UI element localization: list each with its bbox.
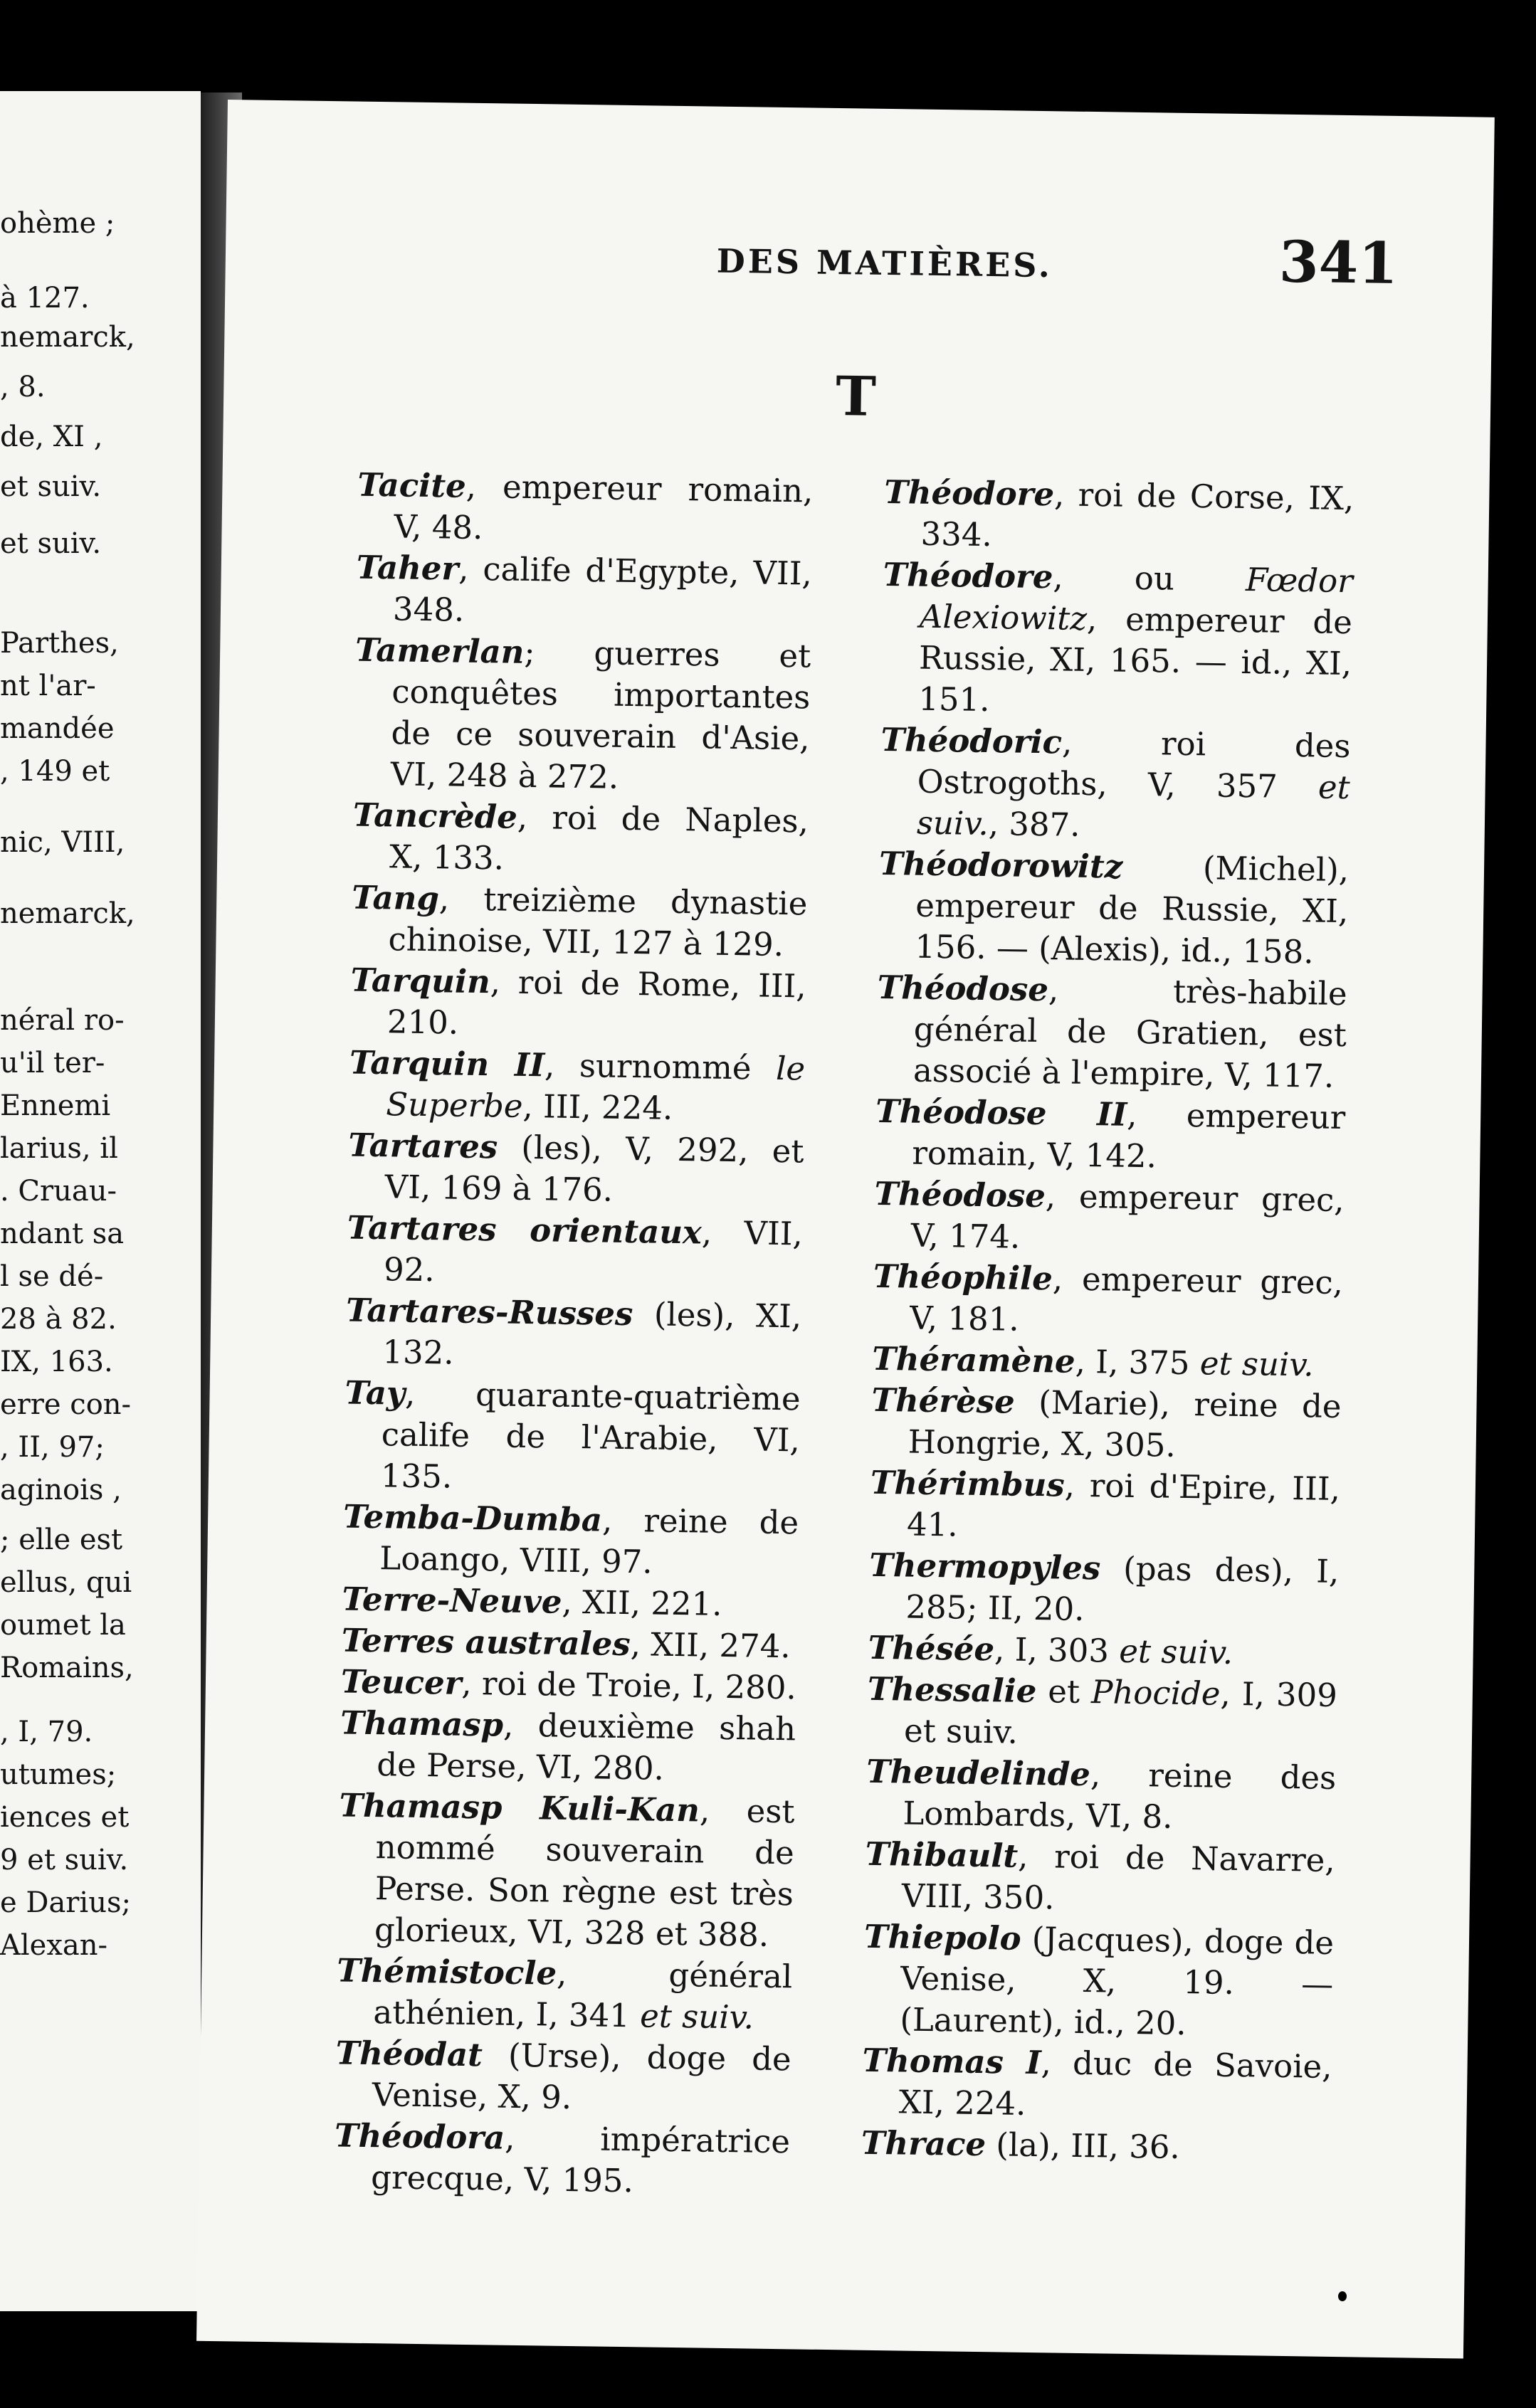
index-entry [344, 1372, 801, 1502]
index-term: Tay [344, 1373, 406, 1412]
left-page-text-fragment: larius, il [0, 1132, 118, 1165]
index-reference: , roi de Navarre, VIII, 350. [901, 1837, 1335, 1917]
left-page-text-fragment: Romains, [0, 1652, 134, 1684]
index-reference: , XII, 221. [562, 1583, 722, 1623]
index-reference-tail: , empereur de Russie, XI, 165. — id., XI, 151. [917, 599, 1353, 719]
index-entry [881, 554, 1353, 726]
left-page-text-fragment: Alexan- [0, 1929, 108, 1962]
left-page-text-fragment: ellus, qui [0, 1566, 132, 1599]
index-reference: , VII, 92. [383, 1213, 804, 1289]
index-column-left [334, 465, 814, 2204]
index-reference: , très-habile général de Gratien, est associé à l'empire, V, 117. [912, 971, 1347, 1095]
index-reference: , empereur grec, V, 174. [910, 1177, 1345, 1256]
index-reference: , empereur grec, V, 181. [909, 1260, 1344, 1338]
index-entry [880, 719, 1351, 850]
left-page-text-fragment: u'il ter- [0, 1047, 105, 1079]
index-term: Théodose [874, 1174, 1046, 1215]
index-entry [350, 960, 807, 1049]
index-entry [356, 547, 813, 636]
index-term: Theudelinde [866, 1752, 1091, 1794]
index-reference: , deuxième shah de Perse, VI, 280. [376, 1706, 796, 1787]
index-term: Théodose [877, 968, 1049, 1009]
index-reference: , reine des Lombards, VI, 8. [903, 1755, 1337, 1836]
left-page-text-fragment: nemarck, [0, 321, 135, 354]
index-entry [349, 1042, 806, 1131]
index-entry [861, 2123, 1332, 2170]
index-term: Teucer [340, 1662, 462, 1702]
index-entry [867, 1669, 1338, 1758]
index-reference: , ou [1053, 558, 1246, 599]
left-page-text-fragment: oumet la [0, 1609, 126, 1642]
left-page-text-fragment: , I, 79. [0, 1716, 93, 1748]
index-entry [337, 1785, 795, 1956]
index-term: Tancrède [352, 796, 518, 836]
index-term: Thermopyles [868, 1546, 1101, 1588]
left-page-text-fragment: , 8. [0, 371, 46, 403]
index-entry [861, 2040, 1332, 2129]
left-page-text-fragment: aginois , [0, 1474, 122, 1506]
left-page-text-fragment: e Darius; [0, 1886, 131, 1919]
index-entry [342, 1578, 798, 1626]
index-entry [866, 1751, 1337, 1840]
index-italic-note: Fœdor Alexiowitz [919, 561, 1354, 638]
index-term: Taher [356, 548, 459, 588]
index-reference: , impératrice grecque, V, 195. [370, 2118, 791, 2200]
index-entry [872, 1338, 1342, 1386]
index-term: Tarquin [350, 961, 491, 1001]
index-term: Théodose II [875, 1092, 1127, 1134]
index-reference: , empereur romain, V, 48. [394, 467, 814, 547]
index-entry [347, 1125, 804, 1214]
left-page-text-fragment: , 149 et [0, 755, 110, 788]
index-term: Terre-Neuve [342, 1580, 562, 1621]
index-reference: , calife d'Egypte, VII, 348. [392, 549, 813, 629]
index-reference: (Jacques), doge de Venise, X, 19. — (Laurent), id., 20. [900, 1919, 1335, 2043]
left-page-text-fragment: nt l'ar- [0, 670, 96, 702]
index-entry [873, 1173, 1345, 1262]
index-reference: , empereur romain, V, 142. [912, 1095, 1346, 1176]
index-entry [870, 1380, 1342, 1469]
left-page-text-fragment: et suiv. [0, 470, 102, 503]
index-column-right [861, 472, 1354, 2170]
index-entry [351, 877, 808, 966]
index-term: Théodore [884, 472, 1055, 514]
index-term: Tartares [348, 1126, 498, 1166]
index-term: Théodoric [880, 720, 1063, 761]
left-page-text-fragment: nemarck, [0, 897, 135, 930]
page-number: 341 [1278, 228, 1399, 297]
index-reference: (la), III, 36. [985, 2126, 1181, 2166]
index-reference: (pas des), I, 285; II, 20. [905, 1549, 1340, 1629]
left-page-text-fragment: erre con- [0, 1388, 132, 1421]
index-entry [336, 1950, 793, 2039]
index-reference: (Urse), doge de Venise, X, 9. [372, 2036, 791, 2117]
index-entry [353, 630, 811, 801]
index-reference: , duc de Savoie, XI, 224. [898, 2044, 1332, 2123]
index-term: Thémistocle [336, 1951, 557, 1992]
left-page-text-fragment: ohème ; [0, 207, 115, 240]
left-page-text-fragment: de, XI , [0, 421, 103, 453]
left-page-text-fragment: Ennemi [0, 1089, 111, 1122]
index-term: Thomas I [862, 2041, 1041, 2082]
index-entry [342, 1496, 799, 1585]
index-reference: , roi des Ostrogoths, V, 357 [917, 723, 1351, 806]
index-term: Théodore [883, 555, 1053, 596]
index-reference: , roi de Corse, IX, 334. [920, 475, 1354, 554]
index-reference-tail: , 387. [988, 805, 1080, 844]
index-reference: (les), V, 292, et VI, 169 à 176. [384, 1128, 804, 1209]
index-term: Théophile [873, 1257, 1053, 1298]
index-term: Thessalie [867, 1669, 1037, 1711]
running-head: DES MATIÈRES. [716, 241, 1053, 285]
index-entry [345, 1289, 802, 1378]
index-entry [873, 1256, 1344, 1345]
index-entry [868, 1627, 1338, 1675]
index-entry [341, 1620, 797, 1667]
left-page-text-fragment: utumes; [0, 1758, 117, 1791]
index-entry [876, 967, 1347, 1097]
index-term: Tartares orientaux [347, 1208, 703, 1252]
left-page-text-fragment: 9 et suiv. [0, 1844, 129, 1876]
index-reference: , général athénien, I, 341 [373, 1954, 793, 2035]
index-entry [352, 795, 809, 884]
index-reference: (Marie), reine de Hongrie, X, 305. [908, 1383, 1342, 1464]
section-letter: T [835, 364, 877, 428]
index-reference: , quarante-quatrième calife de l'Arabie, VI, 135. [380, 1374, 801, 1496]
index-reference: , reine de Loango, VIII, 97. [379, 1501, 799, 1581]
index-reference: (Michel), empereur de Russie, XI, 156. — (Alexis), id., 158. [915, 847, 1350, 971]
index-entry [864, 1834, 1335, 1923]
left-page-text-fragment: ndant sa [0, 1218, 125, 1250]
index-entry [357, 465, 814, 554]
ink-spot [1338, 2291, 1347, 2301]
index-term: Théodat [335, 2034, 483, 2074]
left-page-text-fragment: , II, 97; [0, 1431, 105, 1464]
index-entry [870, 1462, 1341, 1551]
index-term: Thiepolo [863, 1917, 1021, 1958]
index-reference: et [1036, 1672, 1092, 1711]
index-term: Temba-Dumba [342, 1497, 603, 1539]
index-term: Tacite [357, 465, 467, 505]
index-term: Thibault [865, 1834, 1019, 1875]
left-page-text-fragment: à 127. [0, 282, 90, 315]
index-italic-note: et suiv. [639, 1997, 754, 2037]
index-term: Tarquin II [349, 1043, 545, 1084]
index-reference: (les), XI, 132. [382, 1295, 802, 1372]
index-reference-tail: , III, 224. [522, 1087, 673, 1127]
left-page-text-fragment: iences et [0, 1801, 130, 1834]
index-reference: , I, 375 [1075, 1342, 1201, 1383]
left-page-text-fragment: néral ro- [0, 1004, 125, 1037]
index-term: Tartares-Russes [345, 1291, 633, 1334]
left-page-text-fragment: l se dé- [0, 1260, 104, 1293]
index-reference: , roi de Naples, X, 133. [389, 798, 809, 877]
index-entry [883, 472, 1354, 561]
right-page [196, 100, 1495, 2359]
index-reference: , surnommé [544, 1046, 777, 1087]
index-entry [341, 1661, 797, 1709]
index-term: Thamasp Kuli-Kan [339, 1786, 700, 1829]
left-page-text-fragment: nic, VIII, [0, 826, 125, 859]
index-term: Thamasp [340, 1704, 504, 1744]
index-reference: , est nommé souverain de Perse. Son règne est très glorieux, VI, 328 et 388. [374, 1791, 795, 1954]
index-entry [878, 843, 1349, 973]
index-italic-note: le Superbe [385, 1049, 806, 1125]
index-reference: , XII, 274. [630, 1625, 791, 1666]
index-entry [347, 1208, 804, 1297]
index-italic-note: Phocide [1090, 1673, 1221, 1713]
index-term: Théramène [872, 1339, 1076, 1380]
index-entry [875, 1091, 1346, 1180]
left-page-fragment [0, 91, 201, 2311]
index-reference: , I, 303 [994, 1630, 1120, 1670]
index-term: Thrace [861, 2123, 987, 2164]
index-italic-note: et suiv. [1199, 1344, 1315, 1384]
index-entry [340, 1702, 796, 1791]
index-entry [335, 2032, 791, 2121]
index-reference: , treizième dynastie chinoise, VII, 127 à 129. [388, 880, 808, 964]
index-term: Terres australes [341, 1621, 631, 1664]
index-reference: , roi de Troie, I, 280. [461, 1664, 797, 1707]
index-reference: , roi de Rome, III, 210. [386, 963, 807, 1042]
index-term: Tamerlan [354, 630, 525, 671]
left-page-text-fragment: . Cruau- [0, 1175, 117, 1208]
index-reference: , roi d'Epire, III, 41. [906, 1466, 1341, 1544]
index-term: Thérimbus [870, 1463, 1066, 1504]
index-italic-note: et suiv. [1118, 1632, 1233, 1672]
left-page-text-fragment: IX, 163. [0, 1346, 113, 1378]
index-entry [868, 1545, 1340, 1634]
index-italic-note: et suiv. [916, 768, 1351, 843]
index-entry [863, 1916, 1334, 2047]
index-reference: ; guerres et conquêtes importantes de ce souverain d'Asie, VI, 248 à 272. [390, 633, 811, 796]
index-term: Théodora [334, 2116, 505, 2157]
index-entry [334, 2115, 791, 2204]
index-term: Tang [351, 878, 440, 918]
index-term: Thésée [868, 1628, 995, 1669]
left-page-text-fragment: ; elle est [0, 1524, 123, 1556]
left-page-text-fragment: 28 à 82. [0, 1303, 117, 1336]
left-page-text-fragment: mandée [0, 712, 115, 745]
index-term: Thérèse [871, 1380, 1016, 1421]
left-page-text-fragment: Parthes, [0, 627, 119, 660]
index-reference-tail: , I, 309 et suiv. [903, 1674, 1338, 1751]
index-term: Théodorowitz [878, 844, 1123, 886]
left-page-text-fragment: et suiv. [0, 527, 102, 560]
